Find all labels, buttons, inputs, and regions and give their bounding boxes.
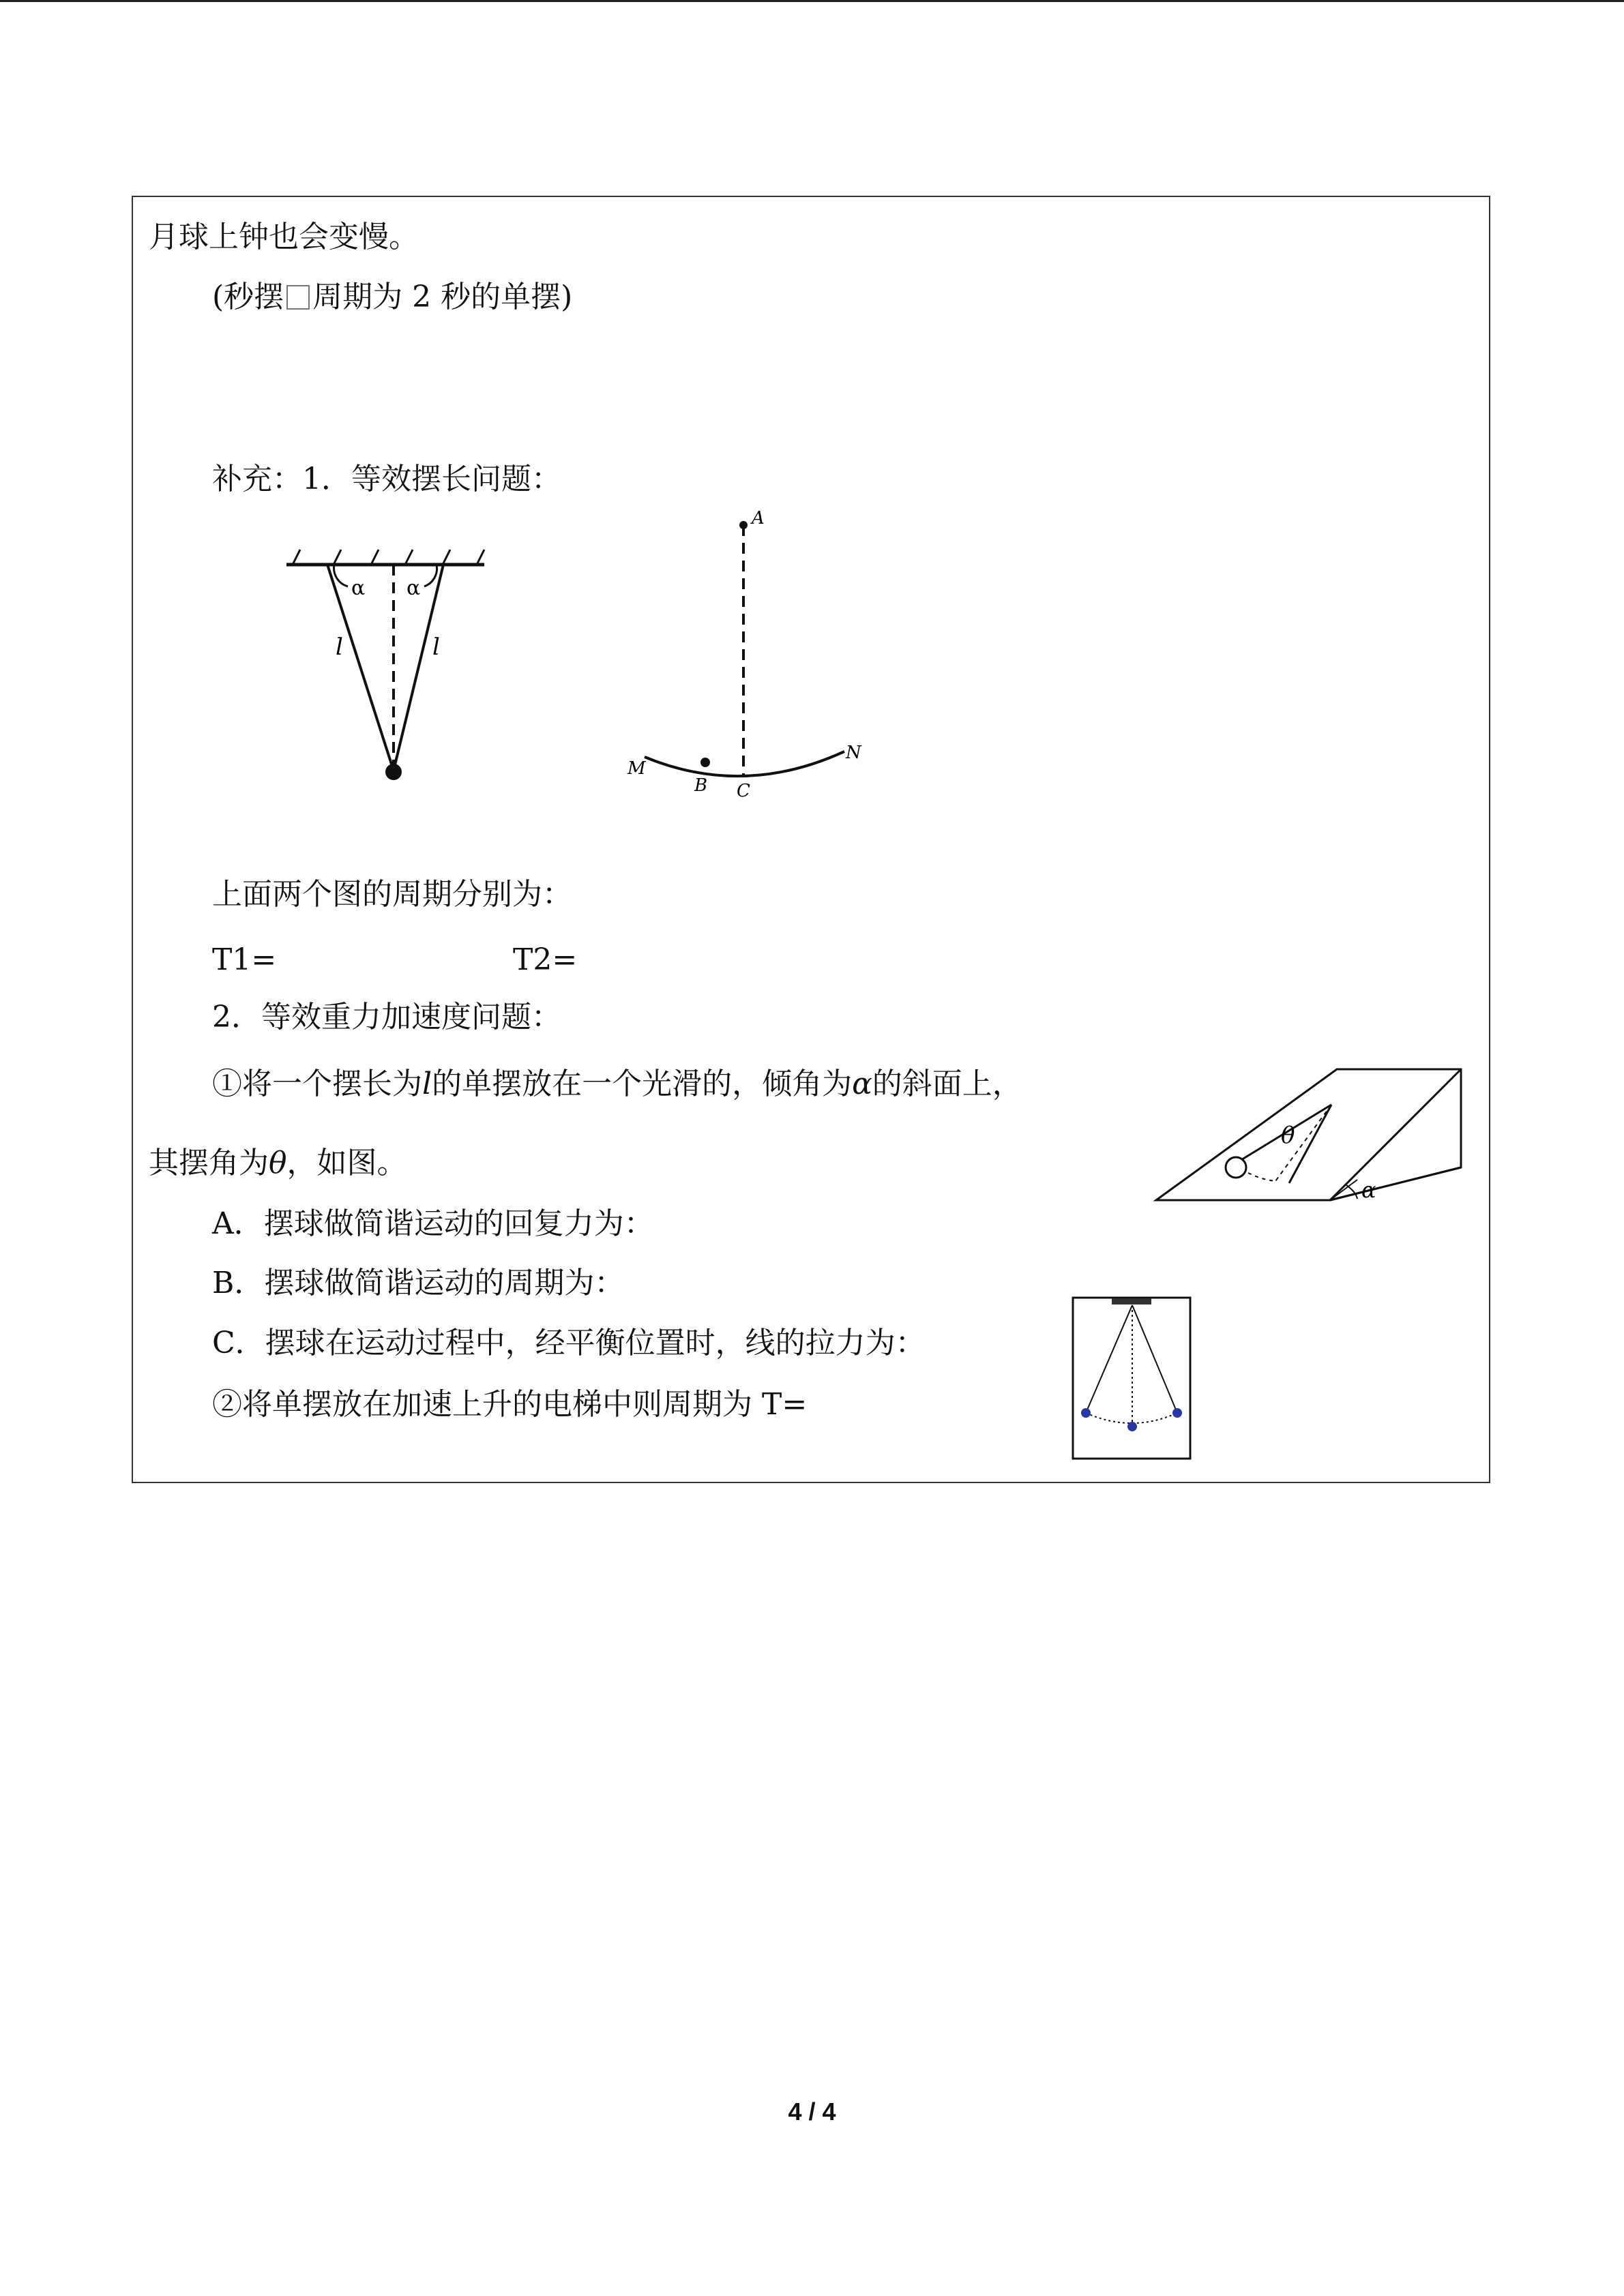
missing-glyph-box [286, 285, 310, 310]
elevator-line: ②将单摆放在加速上升的电梯中则周期为 T= [212, 1387, 808, 1422]
theta-label: θ [1281, 1122, 1295, 1149]
swing-angle-line: 其摆角为θ，如图。 [149, 1146, 407, 1180]
angle-label-left: α [351, 576, 366, 600]
text-line-seconds-pendulum: (秒摆 周期为 2 秒的单摆) [212, 280, 573, 314]
t2-label: T2= [513, 942, 578, 977]
supplement-heading: 补充：1．等效摆长问题： [212, 462, 561, 496]
figure-v-pendulum [273, 532, 505, 791]
incline-pendulum-line: ①将一个摆长为l的单摆放在一个光滑的，倾角为α的斜面上， [212, 1067, 1022, 1101]
length-label-left: l [336, 633, 343, 661]
label-c: C [737, 781, 750, 801]
top-rule [0, 0, 1624, 2]
angle-label-right: α [407, 576, 421, 600]
t1-label: T1= [212, 942, 277, 977]
length-label-right: l [432, 633, 440, 661]
alpha-label: α [1361, 1177, 1376, 1203]
var-alpha: α [852, 1067, 872, 1101]
gravity-heading: 2．等效重力加速度问题： [212, 1000, 561, 1034]
text-line-moon: 月球上钟也会变慢。 [149, 220, 419, 254]
label-b: B [694, 775, 708, 796]
label-n: N [846, 743, 861, 763]
label-m: M [628, 758, 646, 779]
var-l: l [422, 1067, 432, 1101]
page-number: 4 / 4 [788, 2098, 836, 2126]
figure-elevator-pendulum [1072, 1297, 1192, 1461]
question-a: A．摆球做简谐运动的回复力为： [212, 1206, 654, 1241]
question-c: C．摆球在运动过程中，经平衡位置时，线的拉力为： [212, 1326, 926, 1360]
figure-incline-pendulum [1153, 1064, 1466, 1207]
question-b: B．摆球做简谐运动的周期为： [212, 1266, 625, 1300]
periods-question: 上面两个图的周期分别为： [212, 877, 572, 912]
label-a: A [752, 508, 765, 528]
var-theta: θ [269, 1146, 287, 1180]
figure-arc-track [614, 505, 873, 805]
